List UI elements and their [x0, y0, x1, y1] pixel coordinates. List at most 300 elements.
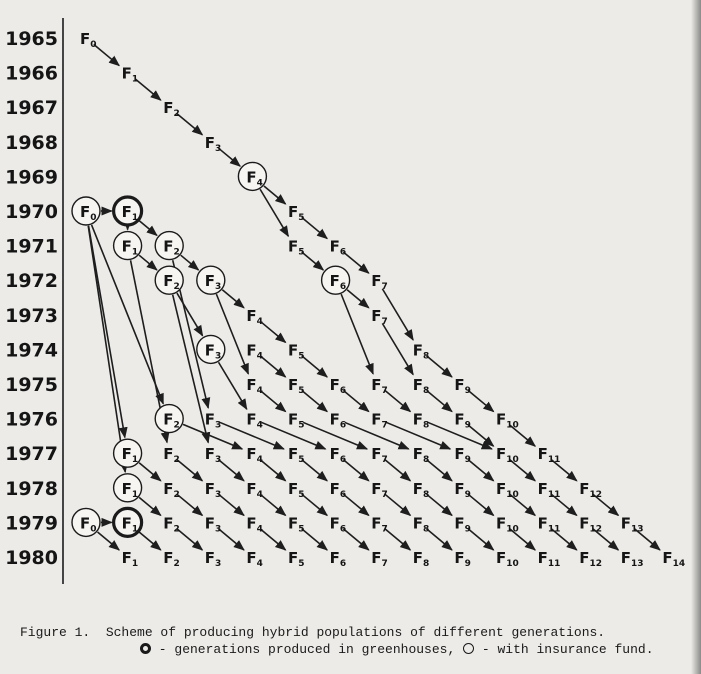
generation-node-f3 [205, 411, 222, 431]
generation-node-f10 [496, 514, 519, 534]
generation-node-f9 [454, 480, 471, 500]
generation-node-f7 [371, 307, 388, 327]
generation-number: 7 [381, 559, 388, 569]
generation-number: 5 [298, 351, 305, 362]
generation-number: 11 [547, 559, 561, 569]
generation-node-f11 [538, 480, 561, 500]
generation-node-f9 [454, 376, 471, 396]
arrow-n27-n36 [426, 390, 451, 411]
generation-number: 11 [547, 524, 561, 535]
generation-number: 1 [131, 524, 139, 535]
arrow-n65-n79 [260, 529, 285, 550]
generation-node-f1 [114, 439, 142, 467]
generation-node-f11 [538, 514, 561, 534]
generation-node-f9 [454, 445, 471, 465]
generation-number: 0 [90, 524, 97, 535]
generation-number: 9 [464, 559, 471, 569]
arrow-n8-n12 [302, 217, 327, 238]
generation-number: 5 [298, 213, 305, 223]
generation-label: $F_5$ [288, 445, 305, 466]
generation-node-f8 [413, 514, 430, 534]
generation-label: $F_{10}$ [496, 410, 519, 431]
generation-label: $F_8$ [412, 341, 430, 362]
generation-number: 5 [298, 559, 305, 569]
generation-number: 10 [506, 489, 519, 500]
arrow-n68-n82 [385, 529, 410, 550]
arrow-n61-n75 [98, 532, 120, 550]
arrow-n10-n14 [181, 255, 199, 270]
generation-label: $F_5$ [288, 203, 305, 223]
generation-label: $F_1$ [121, 237, 139, 258]
arrow-n40-n52 [218, 460, 243, 481]
generation-node-f5 [288, 203, 305, 223]
year-label: 1976 [5, 408, 58, 431]
arrow-n20-n24 [260, 356, 285, 377]
generation-number: 4 [256, 386, 263, 396]
generation-label: $F_6$ [329, 410, 347, 431]
generation-number: 3 [215, 489, 222, 500]
generation-number: 5 [298, 247, 305, 258]
generation-number: 9 [464, 386, 471, 396]
generation-node-f6 [330, 238, 347, 258]
generation-label: $F_7$ [371, 376, 388, 396]
generation-number: 2 [173, 109, 180, 120]
generation-number: 2 [173, 489, 180, 500]
generation-node-f7 [371, 514, 388, 534]
generation-node-f2 [163, 549, 180, 569]
generation-node-f13 [621, 514, 644, 534]
generation-label: $F_7$ [371, 549, 388, 569]
generation-number: 7 [381, 420, 388, 431]
generation-node-f8 [413, 549, 430, 569]
arrow-n53-n67 [302, 494, 327, 515]
arrow-n49-n63 [139, 497, 161, 515]
arrow-n25-n34 [343, 390, 368, 411]
generation-label: $F_1$ [121, 203, 139, 223]
thick-circle-legend-icon [140, 643, 151, 654]
generation-number: 2 [173, 455, 180, 466]
generation-number: 3 [215, 282, 222, 293]
generation-node-f10 [496, 480, 519, 500]
caption-insurance-text: - with insurance fund. [474, 642, 654, 657]
generation-node-f5 [288, 445, 305, 465]
generation-label: $F_5$ [288, 410, 305, 431]
generation-node-f7 [371, 445, 388, 465]
generation-number: 5 [298, 420, 305, 431]
generation-label: $F_6$ [329, 479, 347, 500]
arrow-n15-n18 [347, 290, 369, 308]
generation-label: $F_8$ [412, 445, 430, 466]
generation-node-f4 [246, 307, 263, 327]
generation-label: $F_9$ [454, 479, 471, 500]
generation-number: 12 [589, 559, 602, 569]
generation-label: $F_8$ [412, 410, 430, 431]
generation-node-f6 [330, 514, 347, 534]
generation-node-f5 [288, 480, 305, 500]
generation-label: $F_9$ [454, 445, 471, 466]
arrow-n9-n13 [139, 255, 157, 270]
generation-label: $F_{11}$ [537, 549, 561, 569]
arrow-n36-n47 [468, 425, 493, 446]
year-label: 1966 [5, 62, 58, 85]
generation-number: 2 [173, 524, 180, 535]
arrow-n22-n28 [426, 356, 451, 377]
generation-node-f7 [371, 549, 388, 569]
generation-number: 7 [381, 282, 388, 293]
generation-node-f2 [163, 480, 180, 500]
year-label: 1974 [5, 339, 58, 362]
generation-node-f9 [454, 514, 471, 534]
generation-node-f4 [246, 480, 263, 500]
generation-node-f10 [496, 549, 519, 569]
generation-label: $F_5$ [288, 341, 305, 362]
generation-label: $F_7$ [371, 410, 388, 431]
generation-label: $F_3$ [204, 479, 222, 500]
arrow-n64-n78 [218, 529, 243, 550]
generation-number: 7 [381, 455, 388, 466]
generation-label: $F_2$ [163, 410, 180, 431]
generation-number: 12 [589, 489, 602, 500]
generation-number: 9 [464, 489, 471, 500]
generation-number: 6 [339, 489, 347, 500]
generation-node-f5 [288, 376, 305, 396]
arrow-n12-n16 [343, 252, 368, 273]
arrow-n21-n25 [302, 356, 327, 377]
generation-label: $F_0$ [80, 203, 97, 223]
generation-label: $F_{12}$ [579, 479, 602, 500]
arrow-n11-n15 [302, 252, 324, 270]
generation-label: $F_3$ [204, 341, 222, 362]
generation-node-f1 [114, 197, 142, 225]
generation-node-f0 [72, 197, 100, 225]
generation-label: $F_4$ [246, 514, 263, 535]
generation-label: $F_{11}$ [537, 514, 561, 535]
generation-node-f7 [371, 480, 388, 500]
generation-node-f8 [413, 411, 430, 431]
generation-node-f3 [205, 480, 222, 500]
generation-node-f8 [413, 480, 430, 500]
arrow-n5-n11 [260, 189, 288, 236]
generation-label: $F_8$ [412, 479, 430, 500]
generation-label: $F_5$ [288, 514, 305, 535]
generation-label: $F_0$ [80, 514, 97, 535]
generation-number: 13 [631, 559, 644, 569]
generation-number: 1 [131, 489, 139, 500]
generation-node-f0 [80, 30, 97, 50]
generation-label: $F_6$ [329, 376, 347, 396]
generation-node-f12 [579, 514, 602, 534]
generation-node-f6 [330, 411, 347, 431]
generation-label: $F_9$ [454, 549, 471, 569]
arrow-n44-n56 [385, 460, 410, 481]
generation-node-f10 [496, 411, 519, 431]
generation-number: 1 [131, 74, 139, 85]
generation-node-f6 [330, 376, 347, 396]
year-label: 1975 [5, 374, 58, 396]
year-label: 1970 [5, 201, 58, 223]
generation-number: 8 [423, 455, 430, 466]
generation-label: $F_1$ [121, 549, 139, 569]
generation-label: $F_9$ [454, 514, 471, 535]
generation-number: 3 [215, 351, 222, 362]
generation-number: 5 [298, 386, 305, 396]
year-label: 1977 [5, 443, 58, 466]
generation-label: $F_4$ [246, 549, 263, 569]
generation-number: 6 [339, 282, 347, 293]
generation-label: $F_7$ [371, 272, 388, 293]
generation-number: 7 [381, 489, 388, 500]
arrow-n1-n2 [94, 44, 119, 65]
generation-number: 8 [423, 489, 430, 500]
generation-node-f0 [72, 508, 100, 536]
generation-label: $F_{11}$ [537, 479, 561, 500]
generation-number: 11 [547, 455, 561, 466]
generation-node-f4 [238, 162, 266, 190]
generation-number: 4 [256, 524, 263, 535]
generation-label: $F_4$ [246, 479, 263, 500]
generation-number: 7 [381, 316, 388, 327]
generation-label: $F_9$ [454, 410, 471, 431]
generation-label: $F_2$ [163, 549, 180, 569]
year-label: 1973 [5, 304, 58, 327]
generation-node-f6 [330, 549, 347, 569]
generation-label: $F_{14}$ [662, 549, 686, 569]
generation-label: $F_2$ [163, 479, 180, 500]
generation-label: $F_2$ [163, 237, 180, 258]
generation-node-f1 [122, 549, 139, 569]
generation-number: 2 [173, 559, 180, 569]
generation-node-f7 [371, 376, 388, 396]
generation-number: 4 [256, 489, 263, 500]
generation-node-f1 [114, 508, 142, 536]
generation-label: $F_1$ [121, 479, 139, 500]
generation-node-f9 [454, 549, 471, 569]
generation-number: 8 [423, 524, 430, 535]
generation-number: 8 [423, 351, 430, 362]
generation-label: $F_5$ [288, 549, 305, 569]
generation-node-f3 [205, 514, 222, 534]
generation-node-f11 [538, 445, 561, 465]
generation-number: 4 [256, 420, 263, 431]
generation-label: $F_2$ [163, 272, 180, 293]
generation-label: $F_{10}$ [496, 514, 519, 535]
generation-label: $F_4$ [246, 341, 263, 362]
generation-label: $F_6$ [329, 445, 347, 466]
generation-label: $F_5$ [288, 237, 305, 258]
generation-number: 8 [423, 386, 430, 396]
generation-node-f4 [246, 341, 263, 361]
arrow-n24-n33 [302, 390, 327, 411]
generation-number: 6 [339, 247, 347, 258]
generation-number: 10 [506, 420, 519, 431]
generation-node-f7 [371, 272, 388, 292]
caption-line-2 [20, 641, 690, 658]
generation-label: $F_3$ [204, 514, 222, 535]
year-label: 1971 [5, 235, 58, 258]
generation-node-f5 [288, 238, 305, 258]
arrow-n45-n57 [426, 460, 451, 481]
year-label: 1967 [5, 97, 58, 120]
generation-number: 14 [672, 559, 686, 569]
generation-number: 2 [173, 247, 180, 258]
generation-nodes [72, 30, 685, 569]
generation-node-f6 [330, 480, 347, 500]
generation-node-f4 [246, 411, 263, 431]
generation-label: $F_7$ [371, 445, 388, 466]
generation-number: 9 [464, 524, 471, 535]
generation-node-f7 [371, 411, 388, 431]
generation-number: 3 [215, 524, 222, 535]
generation-label: $F_7$ [371, 514, 388, 535]
arrow-n43-n55 [343, 460, 368, 481]
arrow-n56-n70 [426, 494, 451, 515]
generation-label: $F_7$ [371, 306, 388, 327]
year-label: 1972 [5, 270, 58, 293]
generation-node-f8 [413, 341, 430, 361]
generation-label: $F_9$ [454, 376, 471, 396]
arrow-n70-n84 [468, 529, 493, 550]
arrow-n46-n58 [468, 460, 493, 481]
generation-node-f5 [288, 341, 305, 361]
generation-number: 4 [256, 316, 263, 327]
generation-number: 7 [381, 524, 388, 535]
generation-number: 1 [131, 247, 139, 258]
generation-label: $F_4$ [246, 445, 263, 466]
generation-label: $F_2$ [163, 514, 180, 535]
generation-number: 5 [298, 455, 305, 466]
generation-label: $F_{13}$ [620, 549, 644, 569]
generation-number: 10 [506, 455, 519, 466]
arrow-n3-n4 [177, 114, 202, 135]
year-label: 1969 [5, 166, 58, 189]
generation-number: 3 [215, 420, 222, 431]
generation-number: 12 [589, 524, 602, 535]
generation-node-f3 [205, 445, 222, 465]
page-edge-shadow [691, 0, 701, 674]
generation-node-f3 [197, 266, 225, 294]
arrow-n54-n68 [343, 494, 368, 515]
generation-number: 1 [131, 455, 139, 466]
arrow-n4-n5 [218, 148, 240, 166]
generation-number: 6 [339, 455, 347, 466]
arrow-n26-n35 [385, 390, 410, 411]
generation-label: $F_5$ [288, 479, 305, 500]
circle-legend-icon [463, 643, 474, 654]
generation-number: 2 [173, 420, 180, 431]
generation-label: $F_2$ [163, 99, 180, 120]
arrow-n42-n54 [302, 460, 327, 481]
generation-number: 6 [339, 386, 347, 396]
year-label: 1978 [5, 477, 58, 500]
generation-label: $F_6$ [329, 549, 347, 569]
generation-node-f3 [197, 335, 225, 363]
generation-label: $F_8$ [412, 376, 430, 396]
generation-label: $F_1$ [121, 64, 139, 85]
generation-label: $F_{10}$ [496, 479, 519, 500]
generation-label: $F_8$ [412, 514, 430, 535]
caption-greenhouse-text: - generations produced in greenhouses, [151, 642, 464, 657]
generation-number: 4 [256, 559, 263, 569]
generation-node-f1 [114, 232, 142, 260]
generation-number: 0 [90, 40, 97, 50]
generation-number: 5 [298, 489, 305, 500]
arrow-n52-n66 [260, 494, 285, 515]
generation-number: 7 [381, 386, 388, 396]
generation-number: 3 [215, 559, 222, 569]
generation-label: $F_8$ [412, 549, 430, 569]
generation-label: $F_3$ [204, 133, 222, 154]
generation-label: $F_4$ [246, 168, 263, 189]
generation-label: $F_6$ [329, 514, 347, 535]
generation-label: $F_1$ [121, 514, 139, 535]
arrow-n2-n3 [135, 79, 160, 100]
figure-caption [20, 624, 690, 658]
generation-label: $F_3$ [204, 410, 222, 431]
generation-label: $F_4$ [246, 410, 263, 431]
arrow-n62-n76 [139, 532, 161, 550]
arrow-n51-n65 [218, 494, 243, 515]
year-label: 1980 [5, 547, 58, 569]
generation-node-f2 [155, 232, 183, 260]
generation-label: $F_3$ [204, 445, 222, 466]
arrow-n14-n17 [222, 290, 244, 308]
generation-number: 1 [131, 213, 139, 223]
generation-label: $F_4$ [246, 306, 263, 327]
arrow-n69-n83 [426, 529, 451, 550]
generation-node-f2 [163, 99, 180, 119]
arrow-n66-n80 [302, 529, 327, 550]
generation-node-f6 [330, 445, 347, 465]
generation-node-f4 [246, 549, 263, 569]
generation-label: $F_2$ [163, 445, 180, 466]
generation-label: $F_{12}$ [579, 549, 602, 569]
generation-label: $F_6$ [329, 272, 347, 293]
generation-number: 8 [423, 559, 430, 569]
arrow-n15-n26 [341, 294, 373, 374]
generation-number: 8 [423, 420, 430, 431]
generation-label: $F_5$ [288, 376, 305, 396]
arrow-n17-n21 [260, 321, 285, 342]
generation-number: 6 [339, 420, 347, 431]
generation-node-f12 [579, 549, 602, 569]
arrow-n63-n77 [177, 529, 202, 550]
arrow-n7-n10 [139, 221, 157, 236]
generation-label: $F_4$ [246, 376, 263, 396]
generation-node-f6 [322, 266, 350, 294]
arrow-n55-n69 [385, 494, 410, 515]
arrow-n23-n32 [260, 390, 285, 411]
year-label: 1979 [5, 512, 58, 535]
arrow-n14-n23 [216, 294, 248, 374]
generation-label: $F_6$ [329, 237, 347, 258]
arrow-n67-n81 [343, 529, 368, 550]
generation-label: $F_7$ [371, 479, 388, 500]
generation-node-f4 [246, 445, 263, 465]
generation-number: 4 [256, 455, 263, 466]
generation-node-f2 [163, 514, 180, 534]
arrow-n50-n64 [177, 494, 202, 515]
generation-number: 9 [464, 455, 471, 466]
generation-number: 9 [464, 420, 471, 431]
generation-number: 1 [131, 559, 139, 569]
generation-number: 3 [215, 455, 222, 466]
generation-number: 10 [506, 559, 519, 569]
year-label: 1965 [5, 28, 58, 50]
year-label: 1968 [5, 131, 58, 154]
arrow-n38-n50 [139, 463, 161, 481]
generation-number: 2 [173, 282, 180, 293]
generation-node-f5 [288, 411, 305, 431]
